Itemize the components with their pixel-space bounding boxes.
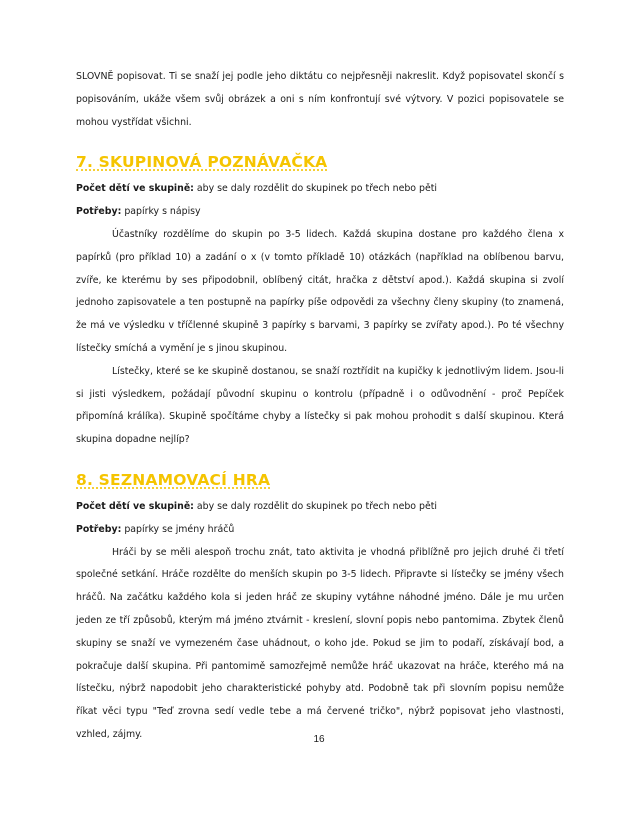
section-7-paragraph-1: Účastníky rozdělíme do skupin po 3-5 lidech. Každá skupina dostane pro každého člena x papírků (pro příklad 10) a zadání o x (v tomto příkladě 10) otázkách (například na oblíbenou barvu, zvíře, ke kterému by ses připodobnil, oblíbený citát, hračka z dětství apod.). Každá skupina si zvolí jednoho zapisovatele a ten postupně na papírky píše odpovědi za všechny členy skupiny (to znamená, že má ve výsledku v tříčlenné skupině 3 papírky s barvami, 3 papírky se zvířaty apod.). Po té všechny lístečky smíchá a vymění je s jinou skupinou. (76, 228, 564, 354)
section-7-count-label: Počet dětí ve skupině: (76, 183, 194, 195)
section-7-needs (76, 201, 564, 224)
section-7-needs-label: Potřeby: (76, 206, 122, 218)
section-7-underline (76, 169, 327, 171)
section-8-count (76, 496, 564, 519)
section-8-title-wrap (76, 470, 270, 489)
section-7-count-value: aby se daly rozdělit do skupinek po třech nebo pěti (193, 183, 438, 195)
section-8-needs (76, 519, 564, 542)
section-8-underline (76, 487, 270, 489)
page-number: 16 (313, 734, 325, 745)
section-8-heading (76, 470, 564, 490)
section-8-needs-label: Potřeby: (76, 523, 122, 535)
section-7-count (76, 178, 564, 201)
section-7-paragraph-2: Lístečky, které se ke skupině dostanou, se snaží roztřídit na kupičky k jednotlivým lidem. Jsou-li si jisti výsledkem, požádají původní skupinu o kontrolu (případně i o odůvodnění - proč Pepíček připomíná králíka). Skupině spočítáme chyby a lístečky si pak mohou prohodit s další skupinou. Která skupina dopadne nejlíp? (76, 365, 564, 446)
page-content (76, 66, 564, 747)
section-7-heading (76, 152, 564, 172)
section-8-title: 8. SEZNAMOVACÍ HRA (76, 470, 271, 489)
section-7-needs-value: papírky s nápisy (121, 206, 201, 218)
section-8-count-value: aby se daly rozdělit do skupinek po třech nebo pěti (193, 500, 438, 512)
intro-paragraph: SLOVNĚ popisovat. Ti se snaží jej podle jeho diktátu co nejpřesněji nakreslit. Když popisovatel skončí s popisováním, ukáže všem svůj obrázek a oni s ním konfrontují své výtvory. V pozici popisovatele se mohou vystřídat všichni. (76, 71, 564, 128)
section-7-title-wrap (76, 152, 327, 171)
section-8-paragraph-1: Hráči by se měli alespoň trochu znát, tato aktivita je vhodná přiblížně pro jejich druhé či třetí společné setkání. Hráče rozdělte do menších skupin po 3-5 lidech. Připravte si lístečky se jmény všech hráčů. Na začátku každého kola si jeden hráč ze skupiny vytáhne náhodné jméno. Dále je mu určen jeden ze tří způsobů, kterým má jméno ztvárnit - kreslení, slovní popis nebo pantomima. Zbytek členů skupiny se snaží ve vymezeném čase uhádnout, o koho jde. Pokud se jim to podaří, získávají bod, a pokračuje další skupina. Při pantomimě samozřejmě nemůže hráč ukazovat na hráče, kterého má na lístečku, nýbrž napodobit jeho charakteristické pohyby atd. Podobně tak při slovním popisu nemůže říkat věci typu "Teď zrovna sedí vedle tebe a má červené tričko", nýbrž popisovat jeho vlastnosti, vzhled, zájmy. (76, 546, 564, 740)
section-8-count-label: Počet dětí ve skupině: (76, 500, 194, 512)
section-8-needs-value: papírky se jmény hráčů (121, 523, 235, 535)
section-7-title: 7. SKUPINOVÁ POZNÁVAČKA (76, 153, 328, 172)
